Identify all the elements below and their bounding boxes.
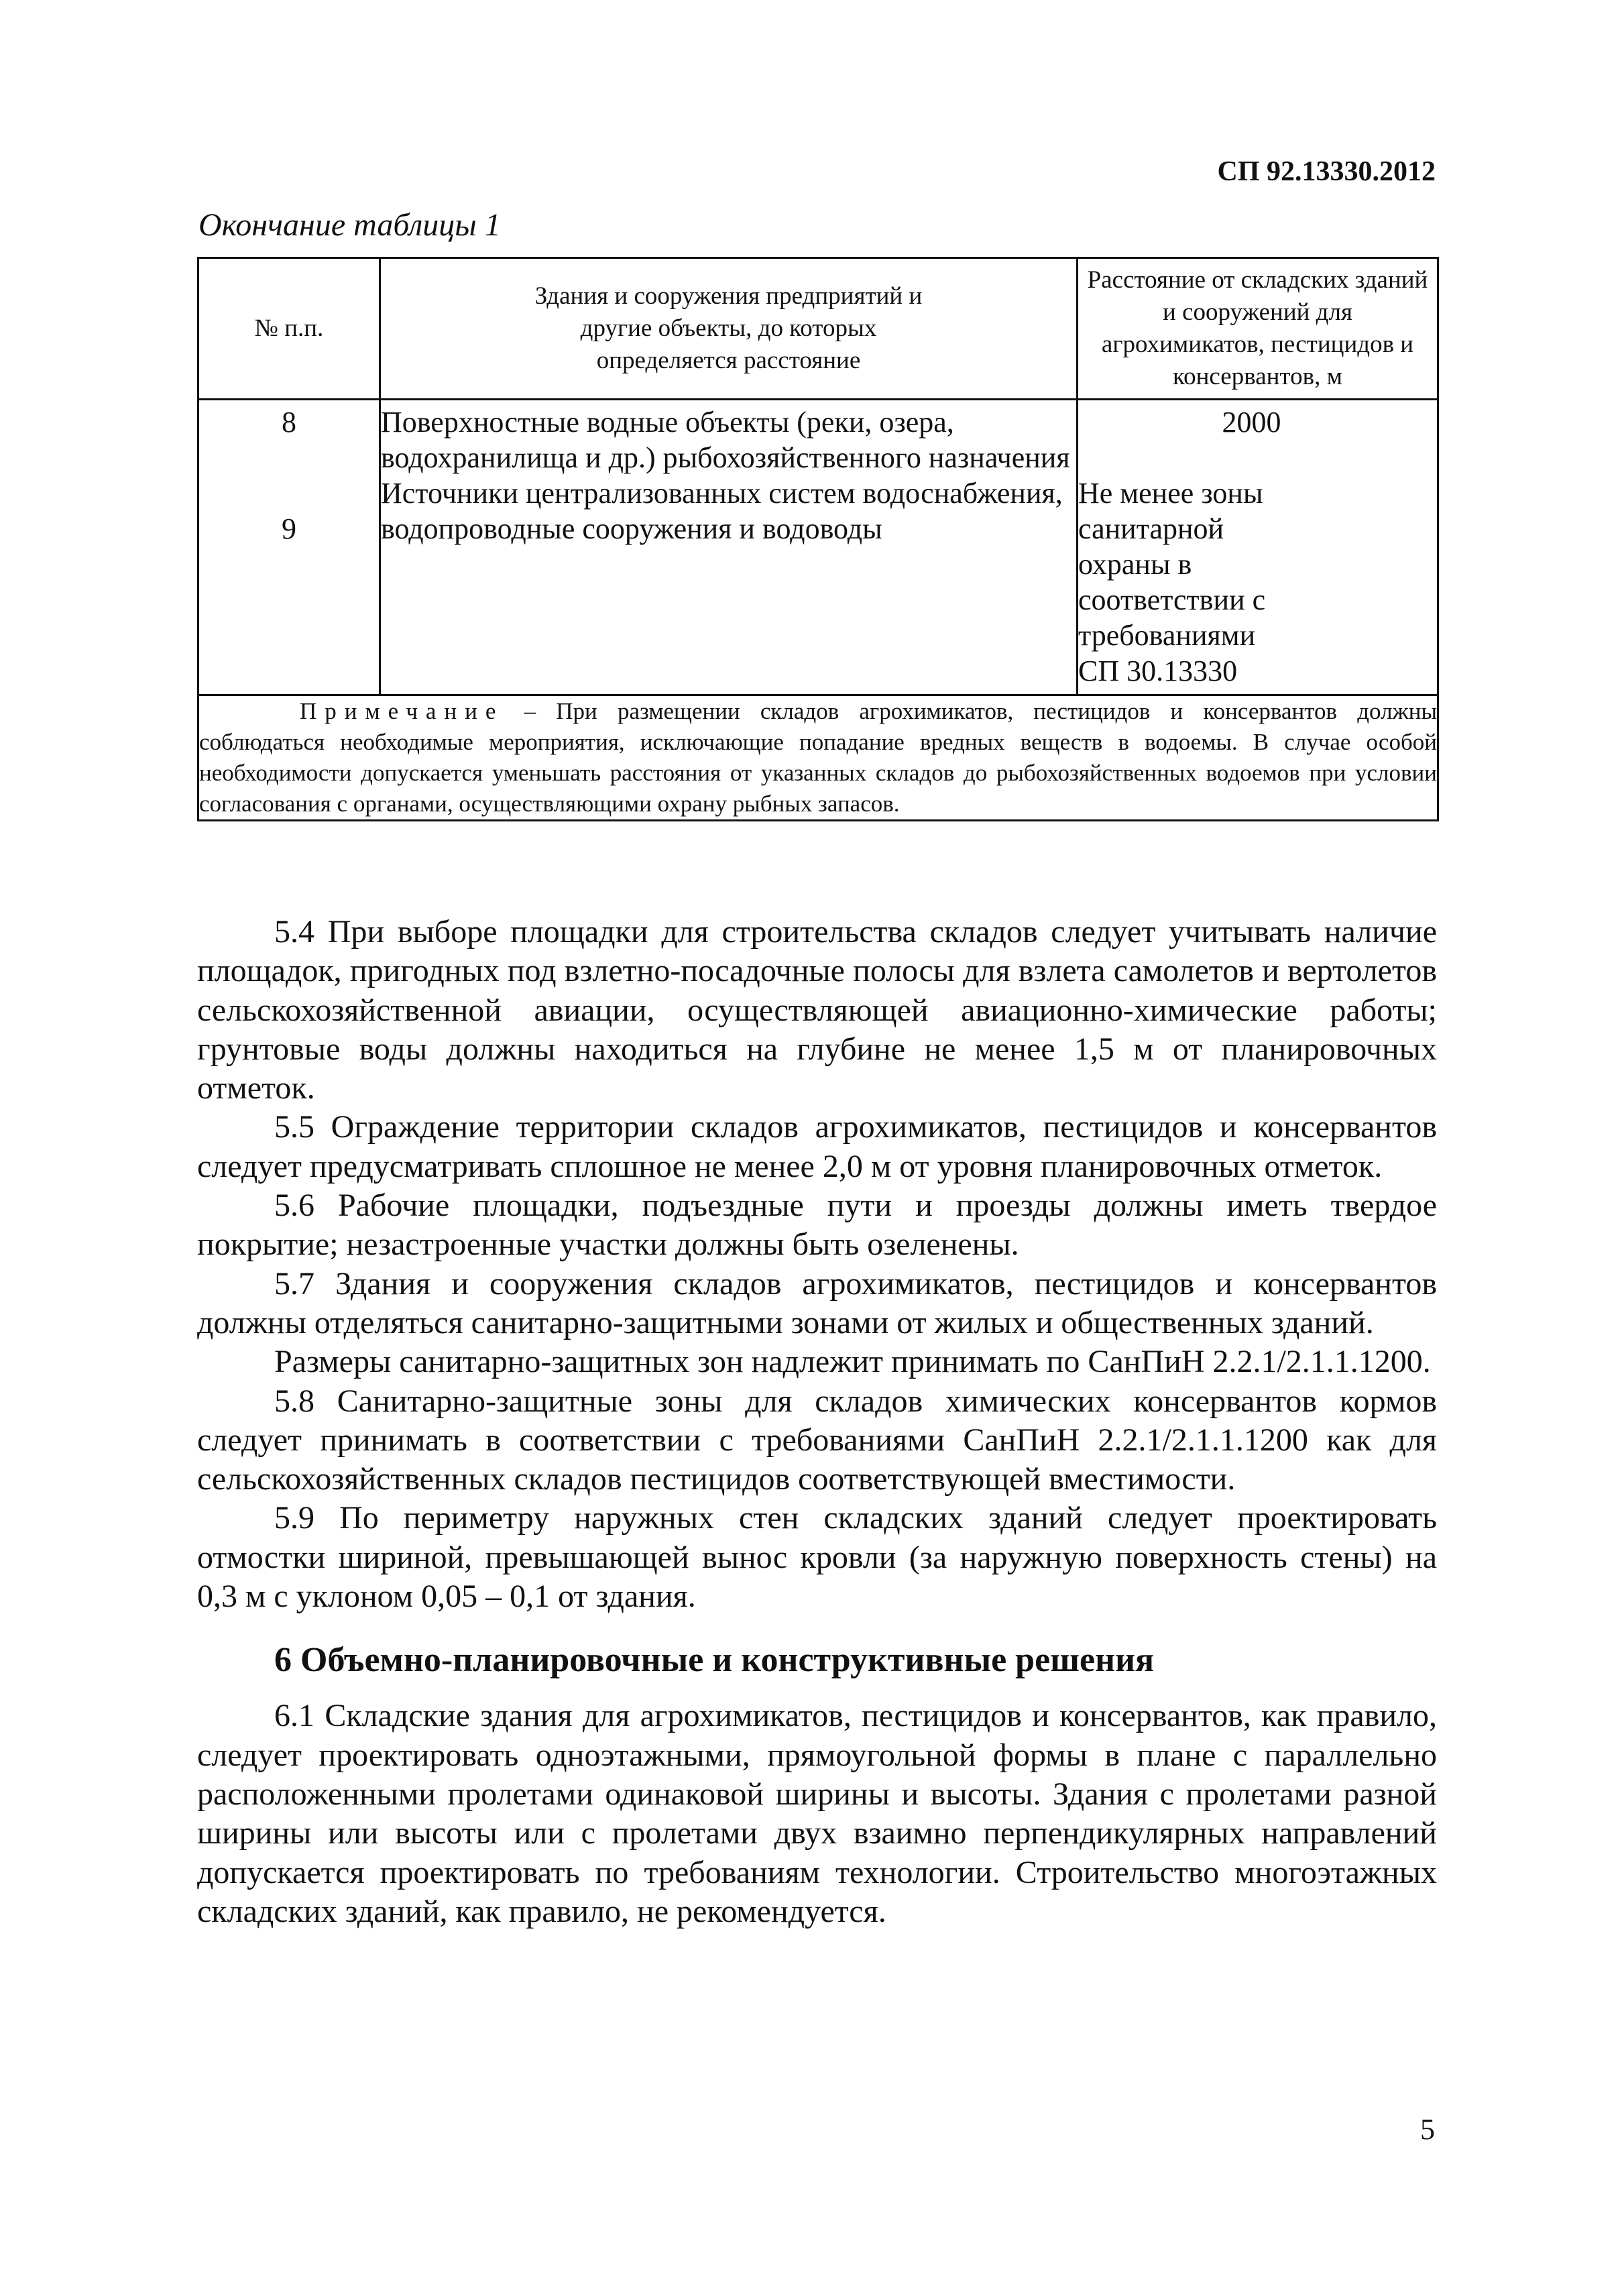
note-text: – При размещении складов агрохимикатов, пестицидов и консервантов должны соблюдаться необходимые мероприятия, исключающие попадание вредных веществ в водоемы. В случае особой необходимости допускается уменьшать расстояния от указанных складов до рыбохозяйственных водоемов при условии согласования с органами, осуществляющими охрану рыбных запасов.	[199, 698, 1437, 817]
page-number: 5	[1420, 2113, 1435, 2146]
table-note	[198, 695, 1438, 821]
distance-table	[197, 257, 1439, 821]
table-row	[198, 400, 1438, 695]
column-header-distance-text: Расстояние от складских зданий и сооружений для агрохимикатов, пестицидов и консервантов, м	[1087, 266, 1428, 390]
main-text	[197, 913, 1437, 1931]
column-header-number-text: № п.п.	[254, 314, 324, 342]
column-header-distance	[1078, 258, 1438, 400]
table-header-row	[198, 258, 1438, 400]
document-code: СП 92.13330.2012	[1217, 156, 1436, 187]
section-6-title: 6 Объемно-планировочные и конструктивные решения	[274, 1641, 1155, 1680]
paragraph-5-5: 5.5 Ограждение территории складов агрохимикатов, пестицидов и консервантов следует предусматривать сплошное не менее 2,0 м от уровня планировочных отметок.	[197, 1109, 1437, 1184]
row-object-text: Источники централизованных систем водоснабжения, водопроводные сооружения и водоводы	[381, 477, 1063, 545]
paragraph-5-9: 5.9 По периметру наружных стен складских зданий следует проектировать отмостки шириной, превышающей вынос кровли (за наружную поверхность стены) на 0,3 м с уклоном 0,05 – 0,1 от здания.	[197, 1500, 1437, 1615]
row-distances-cell	[1078, 400, 1438, 695]
table-caption: Окончание таблицы 1	[198, 207, 501, 243]
column-header-number	[198, 258, 380, 400]
column-header-object	[380, 258, 1078, 400]
paragraph-6-1: 6.1 Складские здания для агрохимикатов, пестицидов и консервантов, как правило, следует проектировать одноэтажными, прямоугольной формы в плане с параллельно расположенными пролетами одинаковой ширины и высоты. Здания с пролетами разной ширины или высоты или с пролетами двух взаимно перпендикулярных направлений допускается проектировать по требованиям технологии. Строительство многоэтажных складских зданий, как правило, не рекомендуется.	[197, 1698, 1437, 1929]
note-label: Примечание	[300, 698, 504, 724]
row-distance-text: Не менее зоны санитарной охраны в соответствии с требованиями СП 30.13330	[1078, 477, 1266, 687]
paragraph-5-8: 5.8 Санитарно-защитные зоны для складов химических консервантов кормов следует принимать в соответствии с требованиями СанПиН 2.2.1/2.1.1.1200 как для сельскохозяйственных складов пестицидов соответствующей вместимости.	[197, 1383, 1437, 1497]
row-number: 8	[282, 406, 296, 439]
row-distance-text: 2000	[1222, 406, 1281, 439]
paragraph-5-7-sanpin: Размеры санитарно-защитных зон надлежит принимать по СанПиН 2.2.1/2.1.1.1200.	[274, 1344, 1431, 1380]
row-objects-cell	[380, 400, 1078, 695]
row-number: 9	[282, 512, 296, 545]
paragraph-5-6: 5.6 Рабочие площадки, подъездные пути и проезды должны иметь твердое покрытие; незастроенные участки должны быть озеленены.	[197, 1188, 1437, 1263]
paragraph-5-7: 5.7 Здания и сооружения складов агрохимикатов, пестицидов и консервантов должны отделяться санитарно-защитными зонами от жилых и общественных зданий.	[197, 1265, 1437, 1340]
column-header-object-text: Здания и сооружения предприятий и другие объекты, до которых определяется расстояние	[534, 282, 923, 374]
paragraph-5-4: 5.4 При выборе площадки для строительства складов следует учитывать наличие площадок, пригодных под взлетно-посадочные полосы для взлета самолетов и вертолетов сельскохозяйственной авиации, осуществляющей авиационно-химические работы; грунтовые воды должны находиться на глубине не менее 1,5 м от планировочных отметок.	[197, 914, 1437, 1106]
row-object-text: Поверхностные водные объекты (реки, озера, водохранилища и др.) рыбохозяйственного назначения	[381, 406, 1070, 474]
row-numbers-cell	[198, 400, 380, 695]
table-note-row	[198, 695, 1438, 821]
